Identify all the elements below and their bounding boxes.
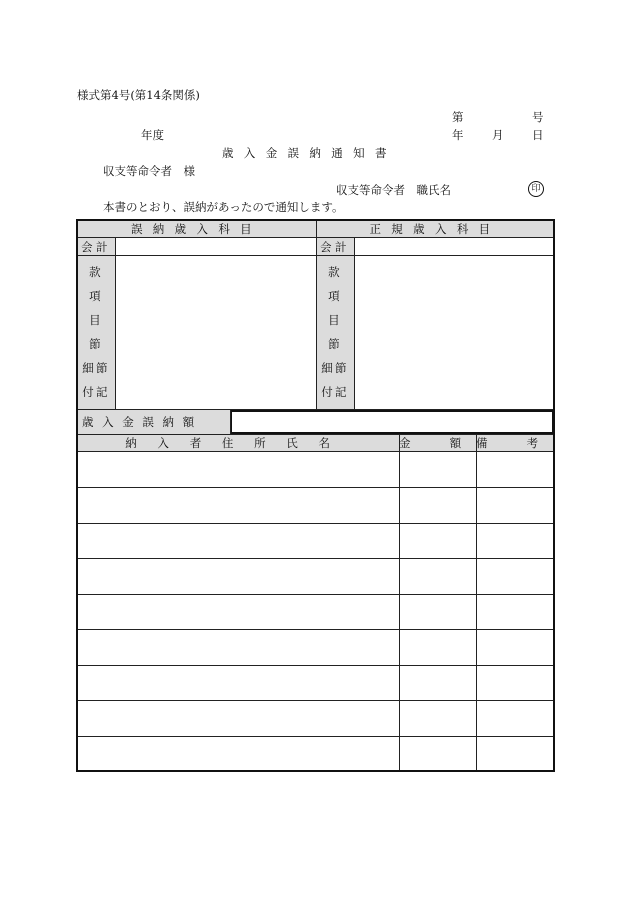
intro-text: 本書のとおり、誤納があったので通知します。 (103, 200, 344, 214)
payer-name-cell[interactable] (78, 701, 398, 734)
fiscal-year-label: 年度 (141, 128, 164, 142)
seal-mark: 印 (528, 181, 544, 197)
payer-amount-cell[interactable] (400, 595, 475, 628)
date-day: 日 (532, 128, 544, 142)
recipient-line: 収支等命令者 様 (103, 164, 195, 178)
document-title: 歳入金誤納通知書 (222, 146, 397, 160)
payer-amount-cell[interactable] (400, 737, 475, 770)
wrong-row-label-kan: 款 (89, 265, 103, 279)
date-month: 月 (492, 128, 504, 142)
payer-amount-cell[interactable] (400, 701, 475, 734)
wrong-account-field[interactable] (116, 238, 315, 254)
date-year: 年 (452, 128, 464, 142)
payer-amount-cell[interactable] (400, 559, 475, 592)
payer-note-cell[interactable] (477, 701, 553, 734)
payer-name-cell[interactable] (78, 630, 398, 663)
payer-note-cell[interactable] (477, 453, 553, 486)
wrong-row-label-kou: 項 (89, 289, 103, 303)
wrong-row-label-saisetsu: 細節 (82, 361, 110, 375)
payer-amount-cell[interactable] (400, 630, 475, 663)
wrong-row-label-setsu: 節 (89, 337, 103, 351)
payer-note-cell[interactable] (477, 630, 553, 663)
correct-subject-field[interactable] (355, 256, 553, 408)
payer-name-cell[interactable] (78, 453, 398, 486)
amount-header: 金額 (399, 436, 501, 450)
wrong-subject-header: 誤納歳入科目 (130, 222, 263, 236)
payer-note-cell[interactable] (477, 488, 553, 521)
form-number: 様式第4号(第14条関係) (77, 88, 200, 102)
payer-note-cell[interactable] (477, 524, 553, 557)
payer-amount-cell[interactable] (400, 524, 475, 557)
payer-note-cell[interactable] (477, 559, 553, 592)
correct-row-label-saisetsu: 細節 (321, 361, 349, 375)
payer-amount-cell[interactable] (400, 453, 475, 486)
correct-account-field[interactable] (355, 238, 553, 254)
number-suffix: 号 (532, 110, 544, 124)
payer-name-cell[interactable] (78, 524, 398, 557)
correct-account-label: 会計 (320, 240, 350, 254)
correct-row-label-fuki: 付記 (321, 385, 349, 399)
wrong-account-label: 会計 (81, 240, 111, 254)
payer-name-cell[interactable] (78, 559, 398, 592)
payer-name-cell[interactable] (78, 737, 398, 770)
payer-amount-cell[interactable] (400, 488, 475, 521)
payer-name-cell[interactable] (78, 488, 398, 521)
wrong-row-label-fuki: 付記 (82, 385, 110, 399)
sender-line: 収支等命令者 職氏名 (336, 183, 451, 197)
wrong-row-label-moku: 目 (89, 313, 103, 327)
payer-name-cell[interactable] (78, 595, 398, 628)
payer-note-cell[interactable] (477, 666, 553, 699)
payer-amount-cell[interactable] (400, 666, 475, 699)
correct-row-label-setsu: 節 (328, 337, 342, 351)
correct-subject-header: 正規歳入科目 (369, 222, 501, 236)
payer-name-header: 納入者住所氏名 (125, 436, 351, 450)
number-prefix: 第 (452, 110, 464, 124)
payer-note-cell[interactable] (477, 737, 553, 770)
wrong-subject-field[interactable] (116, 256, 315, 408)
correct-row-label-kou: 項 (328, 289, 342, 303)
remarks-header: 備考 (476, 436, 578, 450)
correct-row-label-kan: 款 (328, 265, 342, 279)
payer-note-cell[interactable] (477, 595, 553, 628)
payer-name-cell[interactable] (78, 666, 398, 699)
correct-row-label-moku: 目 (328, 313, 342, 327)
amount-label: 歳入金誤納額 (82, 415, 203, 429)
